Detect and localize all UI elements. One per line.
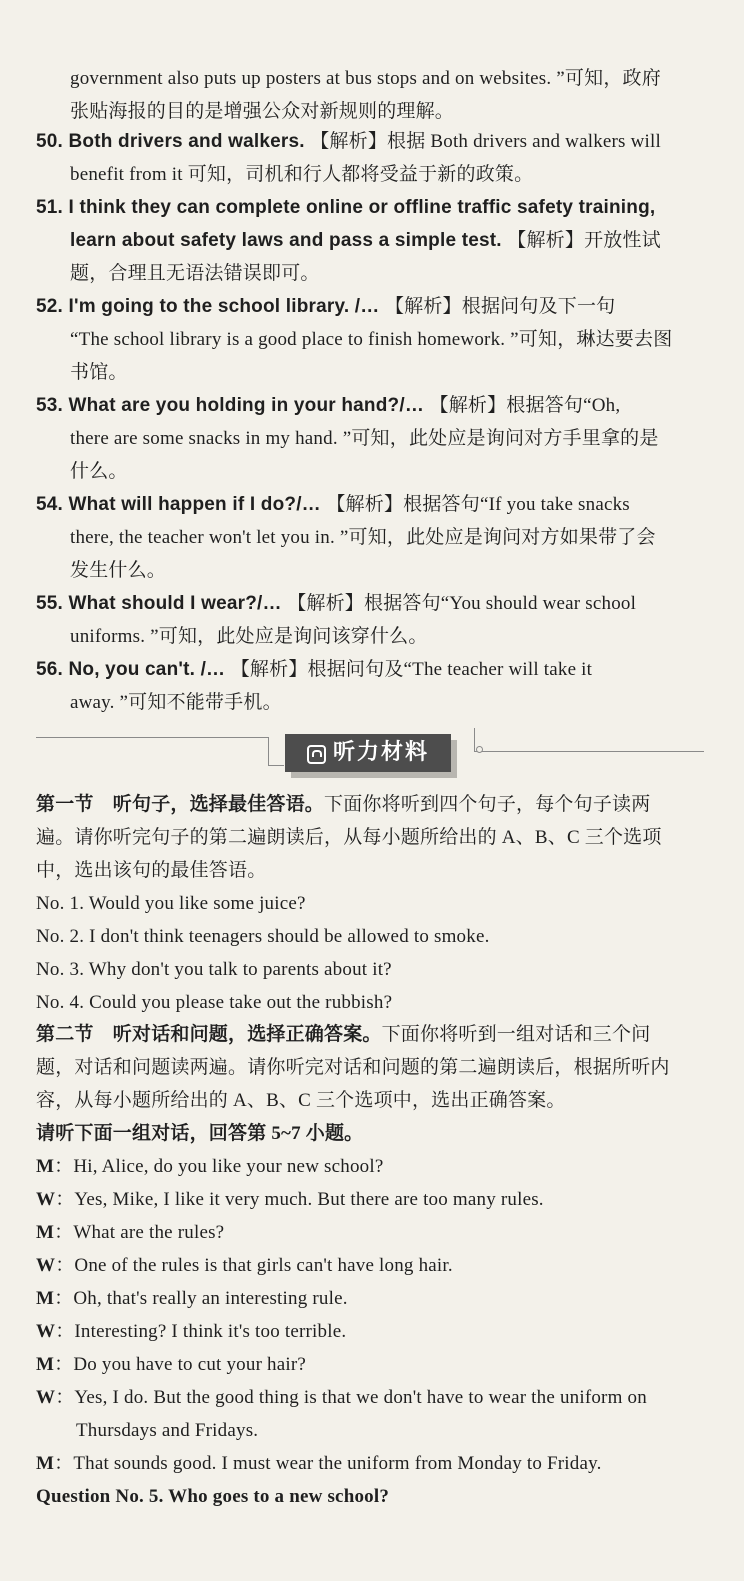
divider-line-left (36, 737, 268, 738)
line-text: away. ”可知不能带手机。 (70, 692, 282, 713)
line-bold-text: W (36, 1321, 56, 1342)
text-line (36, 587, 744, 620)
line-text: 什么。 (70, 461, 128, 482)
text-line (70, 224, 744, 257)
line-bold-text: 53. What are you holding in your hand?/… (36, 395, 430, 416)
line-text: there, the teacher won't let you in. ”可知，此处应是询问对方如果带了会 (70, 527, 656, 548)
line-text: 【解析】根据答句“Oh, (429, 395, 621, 416)
line-text: 下面你将听到一组对话和三个问 (381, 1024, 651, 1045)
text-line (36, 887, 744, 920)
text-line (36, 1249, 744, 1282)
line-bold-text: 51. I think they can complete online or offline traffic safety training, (36, 197, 656, 218)
section-header (285, 734, 451, 772)
text-line (36, 290, 744, 323)
text-line (70, 554, 744, 587)
line-text: 中，选出该句的最佳答语。 (36, 860, 267, 881)
text-line (36, 125, 744, 158)
line-bold-text: M (36, 1156, 55, 1177)
headphone-icon (307, 744, 325, 762)
line-text: ：That sounds good. I must wear the uniform from Monday to Friday. (54, 1453, 602, 1474)
line-text: ：Yes, Mike, I like it very much. But there are too many rules. (55, 1189, 544, 1210)
text-line (70, 356, 744, 389)
line-bold-text: Question No. 5. Who goes to a new school? (36, 1486, 390, 1507)
section-header-label: 听力材料 (332, 740, 429, 765)
line-bold-text: M (36, 1222, 55, 1243)
text-line (36, 191, 744, 224)
line-bold-text: 请听下面一组对话，回答第 5~7 小题。 (36, 1123, 364, 1144)
line-bold-text: 第二节 听对话和问题，选择正确答案。 (36, 1024, 382, 1045)
text-line (70, 323, 744, 356)
text-line (70, 422, 744, 455)
line-text: Thursdays and Fridays. (76, 1420, 259, 1441)
line-text: No. 4. Could you please take out the rubbish? (36, 992, 393, 1013)
line-text: benefit from it 可知，司机和行人都将受益于新的政策。 (70, 164, 534, 185)
text-line (36, 1051, 744, 1084)
text-line (70, 686, 744, 719)
line-text: No. 3. Why don't you talk to parents about it? (36, 959, 392, 980)
line-text: ：Oh, that's really an interesting rule. (54, 1288, 348, 1309)
line-bold-text: 55. What should I wear?/… (36, 593, 288, 614)
text-line (36, 653, 744, 686)
line-text: ：One of the rules is that girls can't have long hair. (55, 1255, 453, 1276)
text-line (36, 1150, 744, 1183)
text-line (36, 1348, 744, 1381)
text-line (70, 521, 744, 554)
line-text: ：Do you have to cut your hair? (54, 1354, 307, 1375)
line-text: 发生什么。 (70, 560, 167, 581)
line-text: ：What are the rules? (54, 1222, 225, 1243)
line-text: 张贴海报的目的是增强公众对新规则的理解。 (70, 101, 455, 122)
line-text: 题，对话和问题读两遍。请你听完对话和问题的第二遍朗读后，根据所听内 (36, 1057, 670, 1078)
text-line (36, 953, 744, 986)
section-divider (36, 724, 706, 784)
text-line (36, 1216, 744, 1249)
text-line (70, 95, 744, 128)
line-text: uniforms. ”可知，此处应是询问该穿什么。 (70, 626, 428, 647)
text-line (36, 821, 744, 854)
divider-bracket-left (268, 737, 269, 765)
line-text: 【解析】根据问句及“The teacher will take it (230, 659, 593, 680)
text-line (70, 620, 744, 653)
line-bold-text: learn about safety laws and pass a simple test. (70, 230, 508, 251)
line-text: 【解析】根据问句及下一句 (384, 296, 616, 317)
line-bold-text: 56. No, you can't. /… (36, 659, 231, 680)
text-line (36, 1447, 744, 1480)
text-line (36, 1282, 744, 1315)
text-line (36, 488, 744, 521)
text-line (70, 257, 744, 290)
line-text: ：Yes, I do. But the good thing is that we don't have to wear the uniform on (55, 1387, 647, 1408)
line-text: “The school library is a good place to finish homework. ”可知，琳达要去图 (70, 329, 673, 350)
divider-line-right (491, 751, 704, 752)
line-text: No. 1. Would you like some juice? (36, 893, 306, 914)
text-line (36, 788, 744, 821)
line-bold-text: W (36, 1387, 56, 1408)
text-line (76, 1414, 744, 1447)
line-bold-text: W (36, 1255, 56, 1276)
divider-ornament (476, 746, 483, 753)
line-text: government also puts up posters at bus stops and on websites. ”可知，政府 (70, 68, 661, 89)
line-text: ：Hi, Alice, do you like your new school? (54, 1156, 384, 1177)
line-bold-text: 50. Both drivers and walkers. (36, 131, 311, 152)
text-line (36, 1183, 744, 1216)
line-bold-text: M (36, 1354, 55, 1375)
line-bold-text: M (36, 1288, 55, 1309)
line-text: there are some snacks in my hand. ”可知，此处应是询问对方手里拿的是 (70, 428, 659, 449)
line-text: 【解析】根据答句“You should wear school (287, 593, 637, 614)
line-text: 容，从每小题所给出的 A、B、C 三个选项中，选出正确答案。 (36, 1090, 566, 1111)
text-line (36, 854, 744, 887)
line-text: ：Interesting? I think it's too terrible. (55, 1321, 347, 1342)
line-text: 下面你将听到四个句子，每个句子读两 (324, 794, 651, 815)
text-line (36, 1117, 744, 1150)
line-text: 遍。请你听完句子的第二遍朗读后，从每小题所给出的 A、B、C 三个选项 (36, 827, 662, 848)
line-bold-text: W (36, 1189, 56, 1210)
text-line (36, 986, 744, 1019)
text-line (36, 1084, 744, 1117)
line-bold-text: 54. What will happen if I do?/… (36, 494, 327, 515)
line-bold-text: 52. I'm going to the school library. /… (36, 296, 385, 317)
text-line (36, 389, 744, 422)
text-line (36, 1315, 744, 1348)
divider-bracket-left-foot (268, 765, 284, 766)
line-text: 书馆。 (70, 362, 128, 383)
line-text: 题，合理且无语法错误即可。 (70, 263, 320, 284)
text-line (36, 920, 744, 953)
text-line (70, 455, 744, 488)
divider-bracket-right (474, 728, 475, 751)
line-text: 【解析】开放性试 (507, 230, 661, 251)
text-line (36, 1480, 744, 1513)
text-line (36, 1381, 744, 1414)
text-line (70, 62, 744, 95)
line-text: 【解析】根据 Both drivers and walkers will (310, 131, 661, 152)
line-text: 【解析】根据答句“If you take snacks (326, 494, 630, 515)
line-bold-text: M (36, 1453, 55, 1474)
line-text: No. 2. I don't think teenagers should be allowed to smoke. (36, 926, 490, 947)
line-bold-text: 第一节 听句子，选择最佳答语。 (36, 794, 325, 815)
text-line (70, 158, 744, 191)
text-line (36, 1018, 744, 1051)
